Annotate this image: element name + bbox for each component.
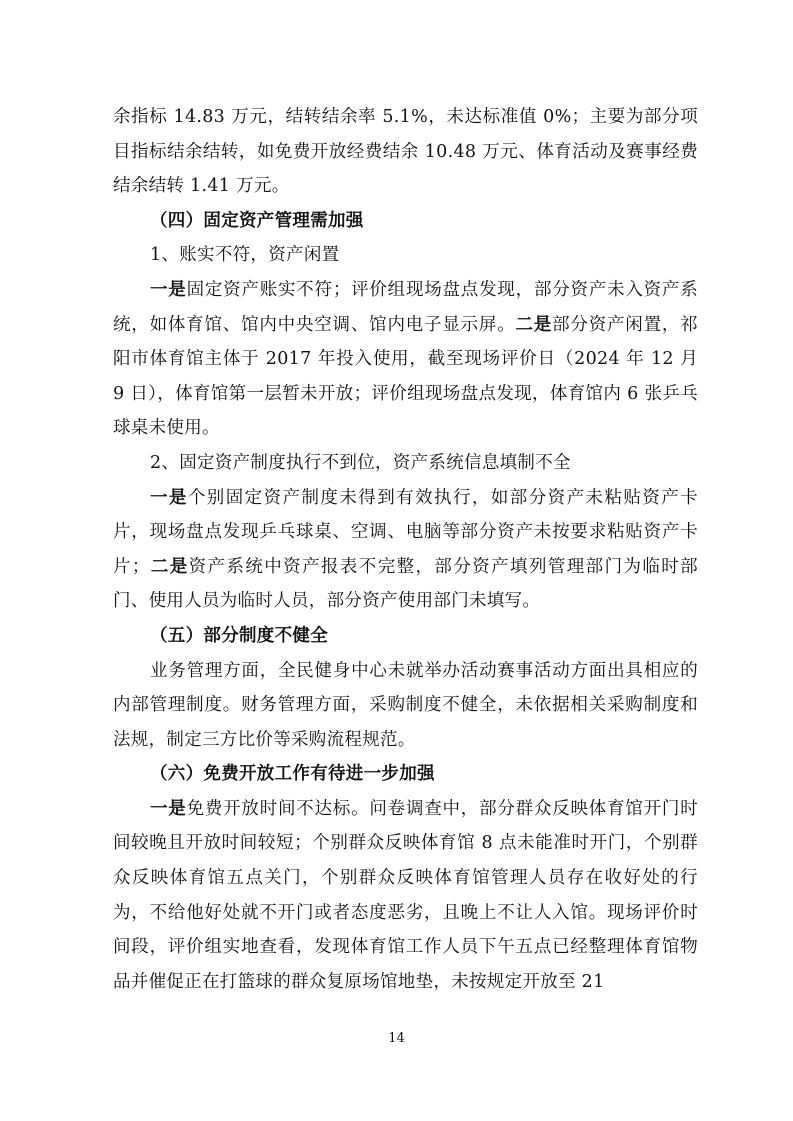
paragraph-asset-cards xyxy=(113,481,698,619)
body-text: 部分资产闲置，祁阳市体育馆主体于 2017 年投入使用，截至现场评价日（2024 年 12 月 9 日），体育馆第一层暂未开放；评价组现场盘点发现，体育馆内 6 张乒乓球桌未使用。 xyxy=(113,314,698,439)
paragraph-opening-hours xyxy=(113,792,698,1000)
heading-systems-incomplete: （五）部分制度不健全 xyxy=(150,625,328,646)
subheading-asset-system: 2、固定资产制度执行不到位，资产系统信息填制不全 xyxy=(150,452,571,473)
paragraph-management-systems: 业务管理方面，全民健身中心未就举办活动赛事活动方面出具相应的内部管理制度。财务管理方面，采购制度不健全，未依据相关采购制度和法规，制定三方比价等采购流程规范。 xyxy=(113,660,698,750)
lead-second: 二是 xyxy=(515,314,553,335)
page-number: 14 xyxy=(388,1031,405,1046)
heading-fixed-assets: （四）固定资产管理需加强 xyxy=(150,210,364,231)
subheading-account-mismatch: 1、账实不符，资产闲置 xyxy=(150,245,340,266)
lead-first: 一是 xyxy=(150,487,188,508)
body-text: 资产系统中资产报表不完整，部分资产填列管理部门为临时部门、使用人员为临时人员，部分资产使用部门未填写。 xyxy=(113,556,698,612)
page-body xyxy=(113,100,698,999)
lead-second: 二是 xyxy=(149,556,189,577)
paragraph-asset-idle xyxy=(113,273,698,446)
body-text: 固定资产账实不符；评价组现场盘点发现，部分资产未入资产系统，如体育馆、馆内中央空调、馆内电子显示屏。 xyxy=(113,279,698,335)
heading-free-opening: （六）免费开放工作有待进一步加强 xyxy=(150,764,435,785)
lead-first: 一是 xyxy=(150,279,187,300)
body-text: 免费开放时间不达标。问卷调查中，部分群众反映体育馆开门时间较晚且开放时间较短；个别群众反映体育馆 8 点未能准时开门，个别群众反映体育馆五点关门，个别群众反映体育馆管理人员存在收好处的行为，不给他好处就不开门或者态度恶劣，且晚上不让人入馆。现场评价时间段，评价组实地查看，发现体育馆工作人员下午五点已经整理体育馆物品并催促正在打篮球的群众复原场馆地垫，未按规定开放至 21 xyxy=(113,798,698,992)
body-text: 个别固定资产制度未得到有效执行，如部分资产未粘贴资产卡片，现场盘点发现乒乓球桌、空调、电脑等部分资产未按要求粘贴资产卡片； xyxy=(113,487,698,577)
paragraph-budget-carryover: 余指标 14.83 万元，结转结余率 5.1%，未达标准值 0%；主要为部分项目指标结余结转，如免费开放经费结余 10.48 万元、体育活动及赛事经费结余结转 1.41 万元。 xyxy=(113,107,698,197)
lead-first: 一是 xyxy=(150,798,187,819)
